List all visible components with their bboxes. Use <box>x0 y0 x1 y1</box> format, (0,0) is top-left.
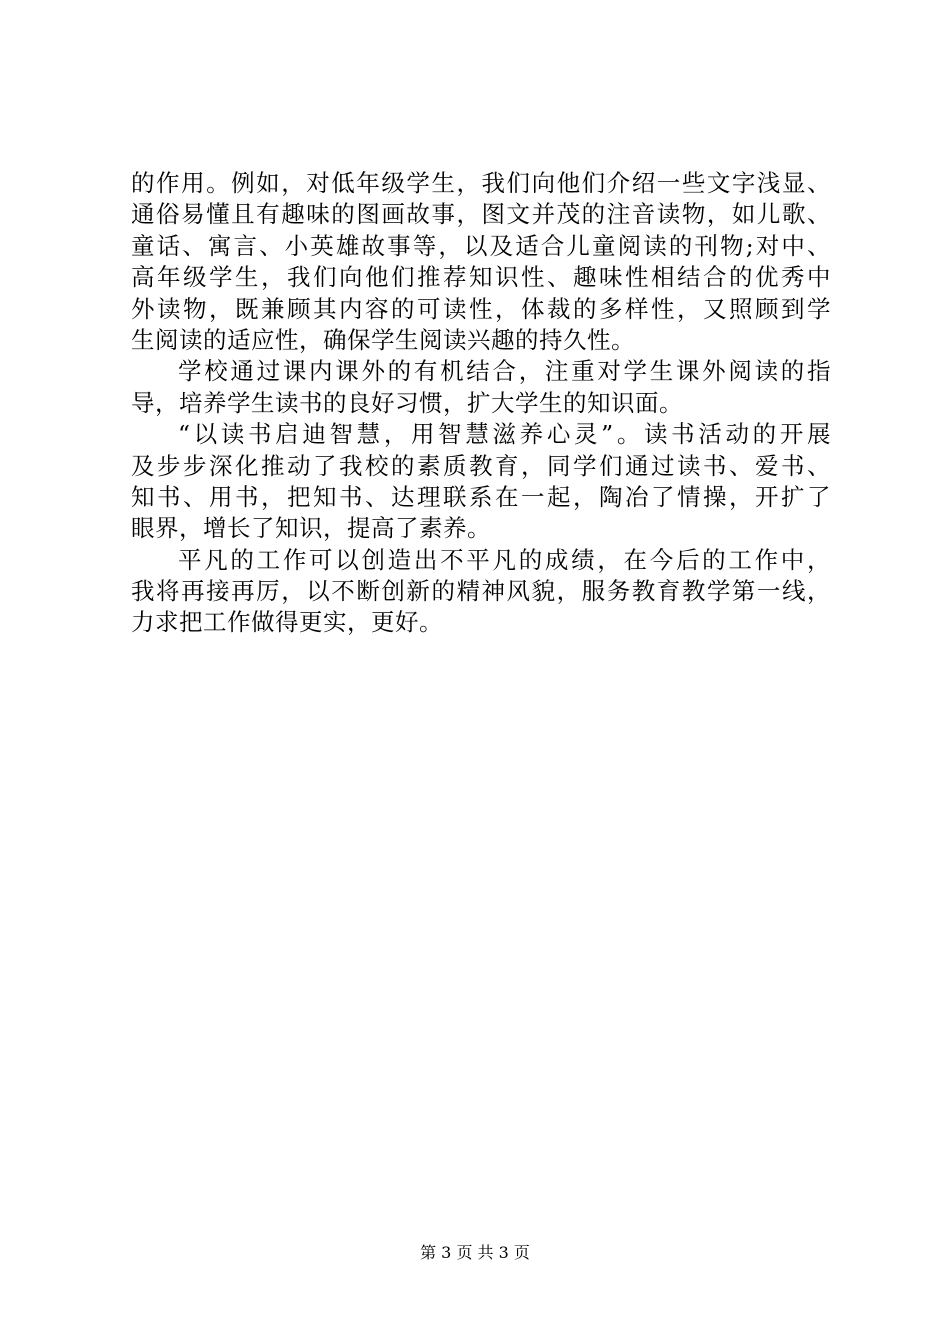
page-number-footer: 第 3 页 共 3 页 <box>420 1243 530 1262</box>
text-line: 生阅读的适应性，确保学生阅读兴趣的持久性。 <box>131 325 635 354</box>
text-line: 平凡的工作可以创造出不平凡的成绩，在今后的工作中， <box>178 545 831 574</box>
text-line: 导，培养学生读书的良好习惯，扩大学生的知识面。 <box>131 388 683 417</box>
text-line: 及步步深化推动了我校的素质教育，同学们通过读书、爱书、 <box>131 451 831 480</box>
text-line: 学校通过课内课外的有机结合，注重对学生课外阅读的指 <box>178 357 831 386</box>
text-line: “以读书启迪智慧，用智慧滋养心灵”。读书活动的开展 <box>178 420 831 449</box>
document-body <box>131 168 831 639</box>
text-line: 我将再接再厉，以不断创新的精神风貌，服务教育教学第一线， <box>131 577 831 606</box>
text-line: 力求把工作做得更实，更好。 <box>131 608 443 637</box>
text-line: 外读物，既兼顾其内容的可读性，体裁的多样性，又照顾到学 <box>131 294 831 323</box>
text-line: 童话、寓言、小英雄故事等，以及适合儿童阅读的刊物;对中、 <box>131 231 831 260</box>
text-line: 高年级学生，我们向他们推荐知识性、趣味性相结合的优秀中 <box>131 263 831 292</box>
text-line: 眼界，增长了知识，提高了素养。 <box>131 514 491 543</box>
text-line: 的作用。例如，对低年级学生，我们向他们介绍一些文字浅显、 <box>131 169 831 197</box>
text-line: 通俗易懂且有趣味的图画故事，图文并茂的注音读物，如儿歌、 <box>131 200 831 229</box>
text-line: 知书、用书，把知书、达理联系在一起，陶冶了情操，开扩了 <box>131 482 831 511</box>
